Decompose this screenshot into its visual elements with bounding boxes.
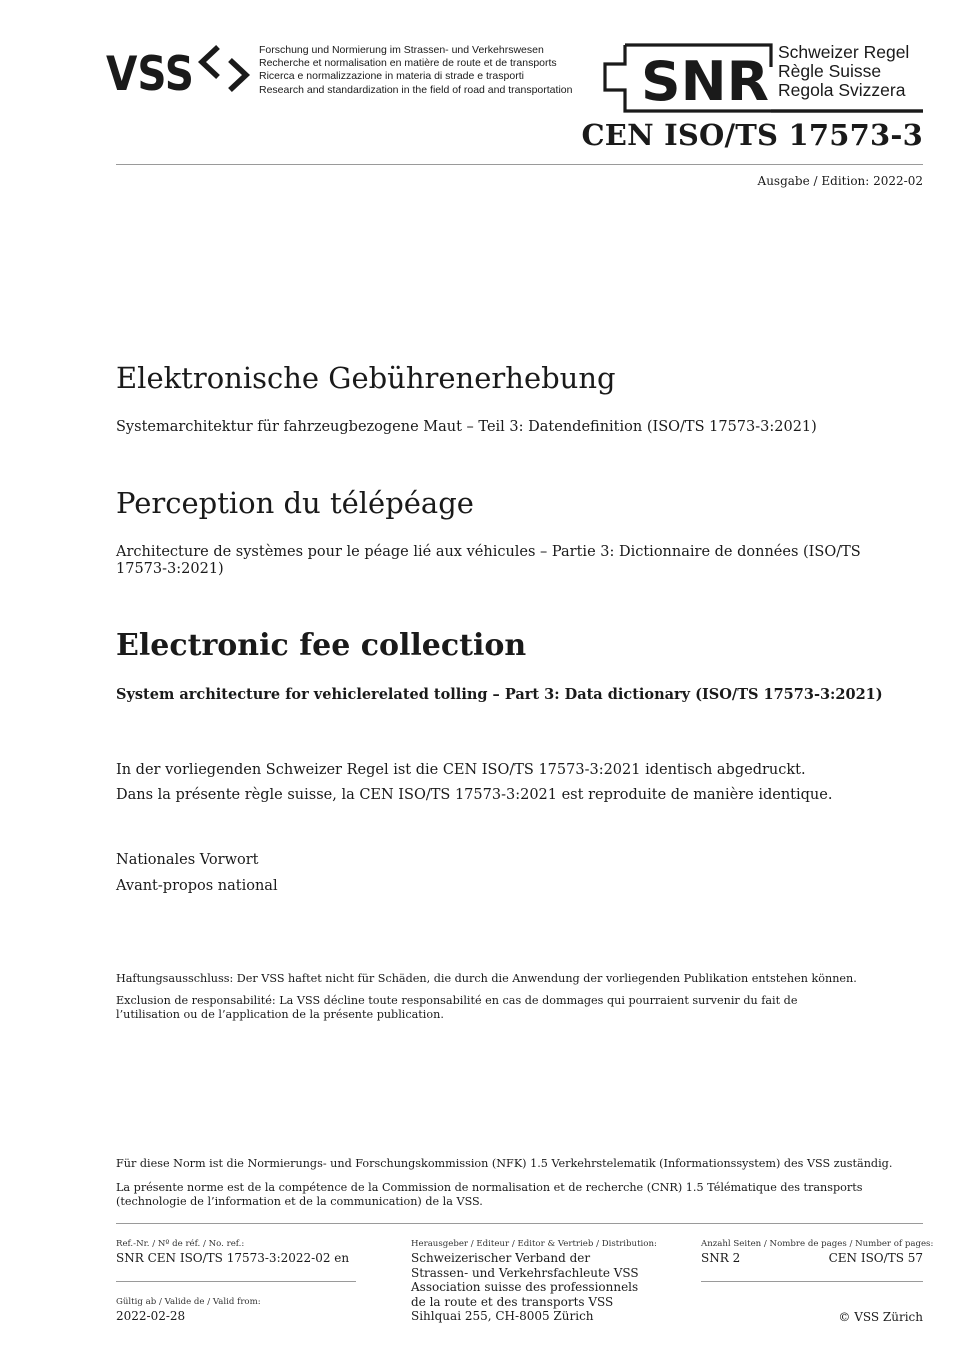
disclaimer-german: Haftungsausschluss: Der VSS haftet nicht für Schäden, die durch die Anwendung der vorliegenden Publikation entstehen können. bbox=[116, 972, 857, 985]
reference-number-value: SNR CEN ISO/TS 17573-3:2022-02 en bbox=[116, 1251, 350, 1265]
valid-from-label: Gültig ab / Valide de / Valid from: bbox=[116, 1297, 261, 1307]
reference-number-label: Ref.-Nr. / Nº de réf. / No. ref.: bbox=[116, 1239, 245, 1249]
title-french: Perception du télépéage bbox=[116, 486, 474, 520]
vss-tagline bbox=[259, 44, 572, 97]
disclaimer-french: Exclusion de responsabilité: La VSS décline toute responsabilité en cas de dommages qui pourraient survenir du fait de l’utilisation ou de l’application de la présente publication. bbox=[116, 994, 798, 1021]
identity-note-german: In der vorliegenden Schweizer Regel ist die CEN ISO/TS 17573-3:2021 identisch abgedruckt. bbox=[116, 762, 806, 778]
title-english: Electronic fee collection bbox=[116, 628, 527, 663]
vss-logo-text: VSS bbox=[106, 47, 194, 96]
subtitle-english: System architecture for vehiclerelated tolling – Part 3: Data dictionary (ISO/TS 17573-3:2021) bbox=[116, 686, 883, 703]
vss-chevron-icon bbox=[202, 47, 246, 90]
subtitle-french: Architecture de systèmes pour le péage lié aux véhicules – Partie 3: Dictionnaire de données (ISO/TS 17573-3:2021) bbox=[116, 544, 861, 577]
snr-line-de: Schweizer Regel bbox=[778, 42, 910, 62]
snr-line-it: Regola Svizzera bbox=[778, 80, 906, 100]
responsibility-german: Für diese Norm ist die Normierungs- und Forschungskommission (NFK) 1.5 Verkehrstelematik (Informationssystem) des VSS zuständig. bbox=[116, 1157, 893, 1170]
national-foreword-french: Avant-propos national bbox=[116, 878, 278, 894]
publisher-label: Herausgeber / Editeur / Editor & Vertrieb / Distribution: bbox=[411, 1239, 657, 1249]
snr-regulation-names bbox=[778, 43, 909, 100]
footer-divider bbox=[116, 1223, 923, 1224]
header-divider bbox=[116, 164, 923, 165]
edition-date: Ausgabe / Edition: 2022-02 bbox=[757, 174, 923, 188]
vss-tagline-de: Forschung und Normierung im Strassen- und Verkehrswesen bbox=[259, 44, 544, 56]
subtitle-german: Systemarchitektur für fahrzeugbezogene Maut – Teil 3: Datendefinition (ISO/TS 17573-3:2021) bbox=[116, 419, 817, 435]
valid-from-value: 2022-02-28 bbox=[116, 1309, 186, 1323]
vss-logo bbox=[106, 42, 252, 100]
snr-logo-text: SNR bbox=[641, 50, 769, 113]
page-count-snr: SNR 2 bbox=[701, 1251, 741, 1265]
publisher-line: Sihlquai 255, CH-8005 Zürich bbox=[411, 1309, 594, 1323]
vss-tagline-en: Research and standardization in the field of road and transportation bbox=[259, 83, 573, 96]
publisher-line: Strassen- und Verkehrsfachleute VSS bbox=[411, 1265, 639, 1280]
snr-line-fr: Règle Suisse bbox=[778, 61, 882, 81]
publisher-line: de la route et des transports VSS bbox=[411, 1294, 614, 1309]
reference-divider bbox=[116, 1281, 356, 1282]
national-foreword-german: Nationales Vorwort bbox=[116, 852, 259, 868]
copyright: © VSS Zürich bbox=[838, 1310, 923, 1324]
vss-tagline-it: Ricerca e normalizzazione in materia di strade e trasporti bbox=[259, 70, 524, 83]
identity-note-french: Dans la présente règle suisse, la CEN ISO/TS 17573-3:2021 est reproduite de manière identique. bbox=[116, 787, 833, 803]
responsibility-french: La présente norme est de la compétence de la Commission de normalisation et de recherche (CNR) 1.5 Télématique des transports (technologie de l’information et de la communication) de la VSS. bbox=[116, 1181, 863, 1208]
publisher-address bbox=[411, 1251, 639, 1324]
page-count-cen: CEN ISO/TS 57 bbox=[828, 1251, 923, 1265]
publisher-line: Association suisse des professionnels bbox=[411, 1280, 639, 1294]
vss-tagline-fr: Recherche et normalisation en matière de route et de transports bbox=[259, 57, 557, 70]
publisher-line: Schweizerischer Verband der bbox=[411, 1251, 591, 1265]
page-count-divider bbox=[701, 1281, 923, 1282]
standard-number: CEN ISO/TS 17573-3 bbox=[581, 118, 923, 152]
title-german: Elektronische Gebührenerhebung bbox=[116, 361, 616, 395]
page-count-label: Anzahl Seiten / Nombre de pages / Number of pages: bbox=[701, 1239, 934, 1249]
